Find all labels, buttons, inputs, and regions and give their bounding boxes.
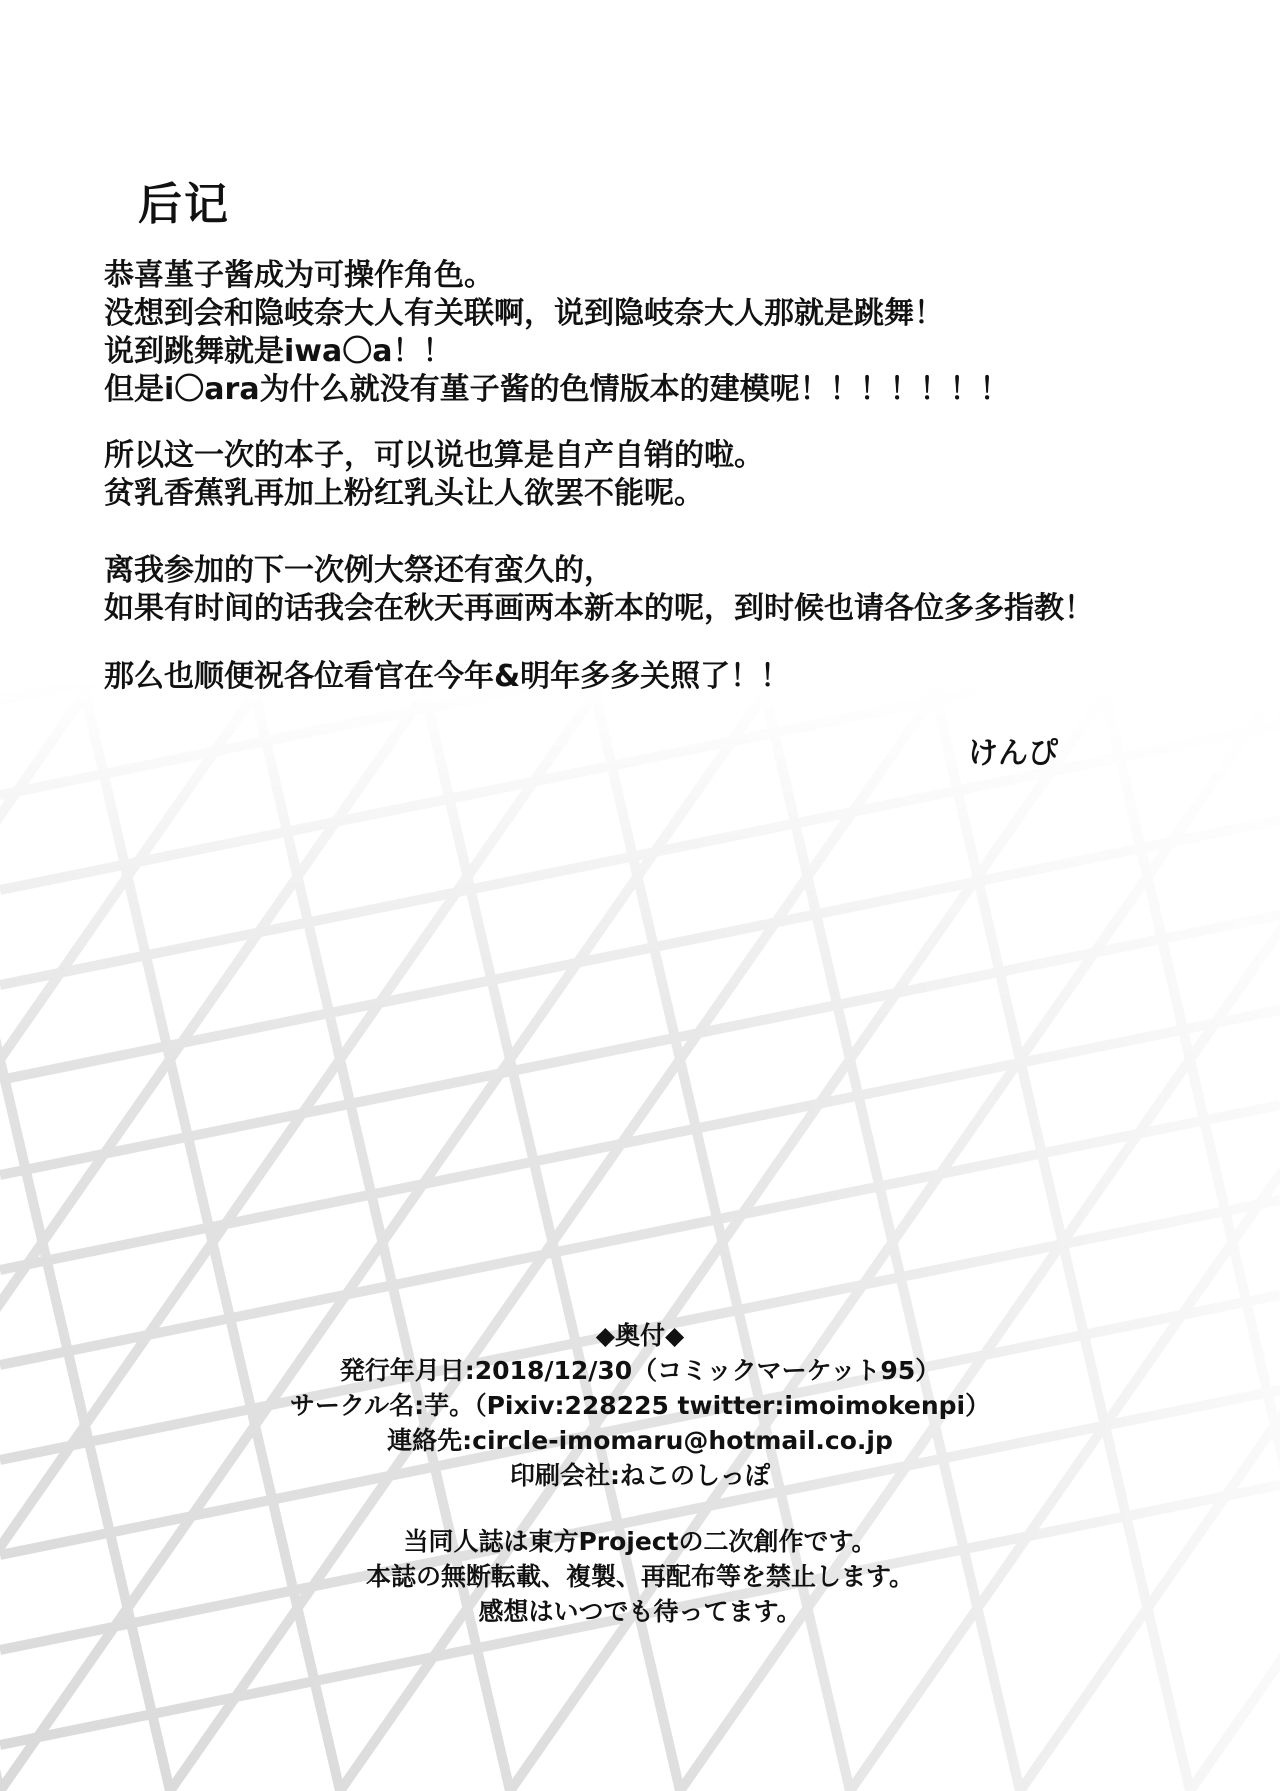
afterword-line: 那么也顺便祝各位看官在今年&明年多多关照了！！	[104, 659, 791, 694]
afterword-line: 恭喜堇子酱成为可操作角色。	[104, 258, 494, 293]
notice-line: 感想はいつでも待ってます。	[478, 1597, 802, 1626]
afterword-line: 说到跳舞就是iwa〇a！！	[104, 334, 453, 369]
colophon-contact: 連絡先:circle-imomaru@hotmail.co.jp	[387, 1426, 893, 1455]
afterword-line: 贫乳香蕉乳再加上粉红乳头让人欲罢不能呢。	[104, 476, 704, 511]
notice-line: 当同人誌は東方Projectの二次創作です。	[403, 1527, 877, 1556]
author-signature: けんぴ	[968, 736, 1058, 771]
afterword-line: 但是i〇ara为什么就没有堇子酱的色情版本的建模呢！！！！！！！	[104, 372, 1010, 407]
afterword-line: 没想到会和隐岐奈大人有关联啊，说到隐岐奈大人那就是跳舞！	[104, 296, 944, 331]
afterword-line: 所以这一次的本子，可以说也算是自产自销的啦。	[104, 438, 764, 473]
afterword-paragraph	[104, 658, 790, 696]
colophon-heading: ◆奥付◆	[595, 1321, 685, 1350]
colophon-block	[0, 1318, 1280, 1493]
afterword-paragraph	[104, 257, 1010, 409]
colophon-date: 発行年月日:2018/12/30（コミックマーケット95）	[339, 1356, 941, 1385]
afterword-line: 离我参加的下一次例大祭还有蛮久的，	[104, 553, 614, 588]
afterword-line: 如果有时间的话我会在秋天再画两本新本的呢，到时候也请各位多多指教！	[104, 591, 1094, 626]
afterword-title: 后记	[138, 179, 230, 230]
afterword-paragraph	[104, 552, 1094, 628]
afterword-paragraph	[104, 437, 764, 513]
copyright-notice	[0, 1524, 1280, 1629]
colophon-printer: 印刷会社:ねこのしっぽ	[510, 1461, 770, 1490]
notice-line: 本誌の無断転載、複製、再配布等を禁止します。	[365, 1562, 914, 1591]
colophon-circle: サークル名:芋。（Pixiv:228225 twitter:imoimokenpi）	[289, 1391, 991, 1420]
